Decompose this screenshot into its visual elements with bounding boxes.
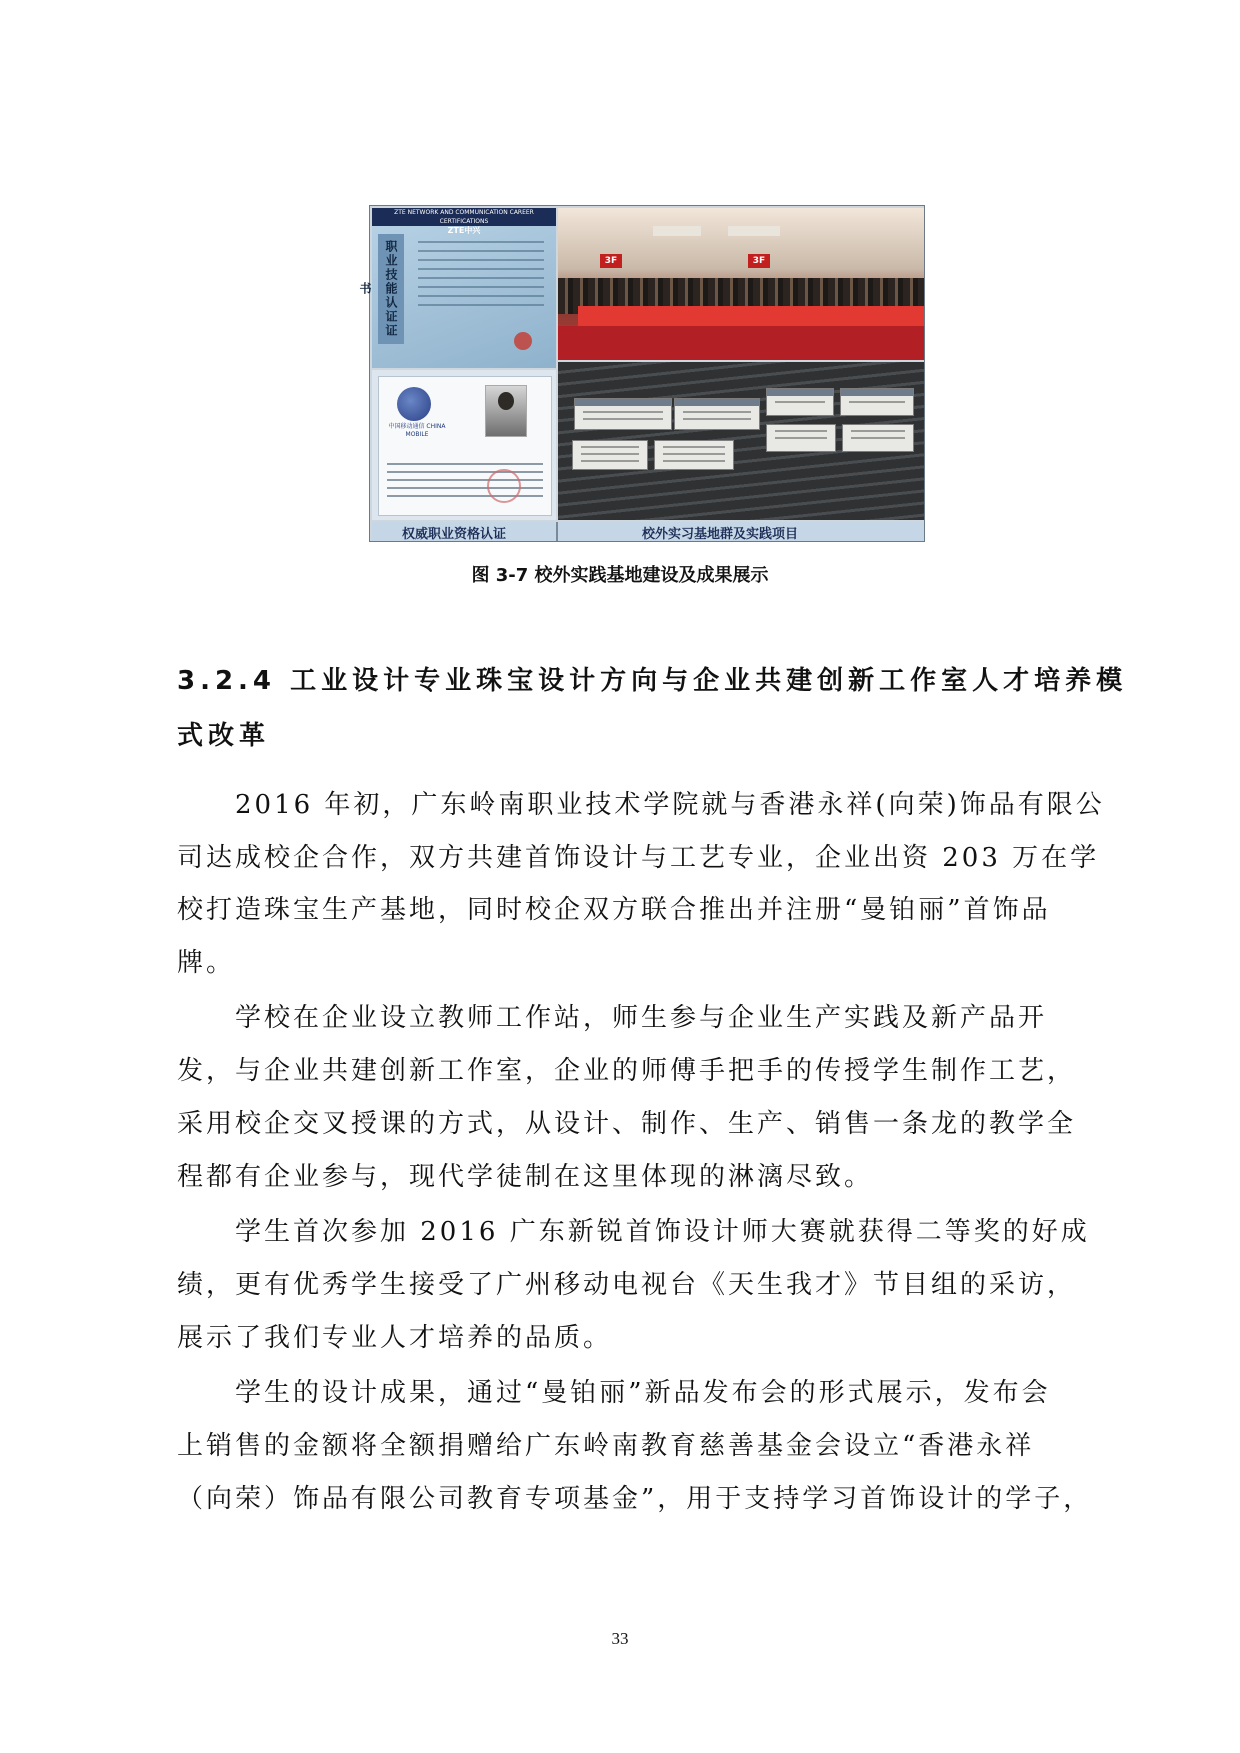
certificate-header (372, 208, 556, 235)
certificate-side-title: 职业技能认证证书 (378, 234, 404, 344)
body-line: 牌。 (177, 948, 236, 978)
section-heading-line-2: 式改革 (177, 721, 271, 751)
plaques-photo (558, 362, 924, 520)
body-line: 绩，更有优秀学生接受了广州移动电视台《天生我才》节目组的采访， (177, 1270, 1077, 1300)
certificate-body (412, 234, 550, 362)
seal-icon (514, 332, 532, 350)
certificate-header-text: ZTE NETWORK AND COMMUNICATION CAREER CERTIFICATIONS (394, 209, 534, 225)
section-heading-line-1: 3.2.4 工业设计专业珠宝设计方向与企业共建创新工作室人才培养模 (177, 666, 1128, 696)
body-line: 程都有企业参与，现代学徒制在这里体现的淋漓尽致。 (177, 1162, 874, 1192)
event-banner (578, 306, 924, 326)
figure-label-strip (372, 522, 924, 541)
body-line: 上销售的金额将全额捐赠给广东岭南教育慈善基金会设立“香港永祥 (177, 1431, 1035, 1461)
body-line: 采用校企交叉授课的方式，从设计、制作、生产、销售一条龙的教学全 (177, 1109, 1077, 1139)
stamp-icon (487, 469, 521, 503)
china-mobile-logo-icon (397, 387, 431, 421)
figure-collage (358, 205, 925, 542)
body-line: 2016 年初，广东岭南职业技术学院就与香港永祥(向荣)饰品有限公 (177, 790, 1105, 820)
figure-label-left: 权威职业资格认证 (402, 527, 507, 542)
body-line: 司达成校企合作，双方共建首饰设计与工艺专业，企业出资 203 万在学 (177, 843, 1100, 873)
certificate-image (358, 208, 556, 368)
body-line: 学生首次参加 2016 广东新锐首饰设计师大赛就获得二等奖的好成 (177, 1217, 1090, 1247)
body-line: 发，与企业共建创新工作室，企业的师傅手把手的传授学生制作工艺， (177, 1056, 1077, 1086)
portrait-photo (485, 385, 527, 437)
body-line: 校打造珠宝生产基地，同时校企双方联合推出并注册“曼铂丽”首饰品 (177, 895, 1051, 925)
body-line: （向荣）饰品有限公司教育专项基金”，用于支持学习首饰设计的学子， (177, 1484, 1093, 1514)
floor-sign-left: 3F (600, 254, 622, 268)
group-photo (558, 208, 924, 360)
china-mobile-certificate-image (372, 370, 556, 520)
figure-caption: 图 3-7 校外实践基地建设及成果展示 (471, 565, 769, 586)
page-number: 33 (611, 1629, 629, 1648)
zte-logo: ZTE中兴 (447, 226, 481, 235)
body-line: 学校在企业设立教师工作站，师生参与企业生产实践及新产品开 (177, 1003, 1048, 1033)
china-mobile-logo-text: 中国移动通信 CHINA MOBILE (388, 423, 446, 438)
floor-sign-right: 3F (748, 254, 770, 268)
body-line: 学生的设计成果，通过“曼铂丽”新品发布会的形式展示，发布会 (177, 1378, 1051, 1408)
figure-label-right: 校外实习基地群及实践项目 (642, 527, 799, 542)
body-line: 展示了我们专业人才培养的品质。 (177, 1323, 613, 1353)
